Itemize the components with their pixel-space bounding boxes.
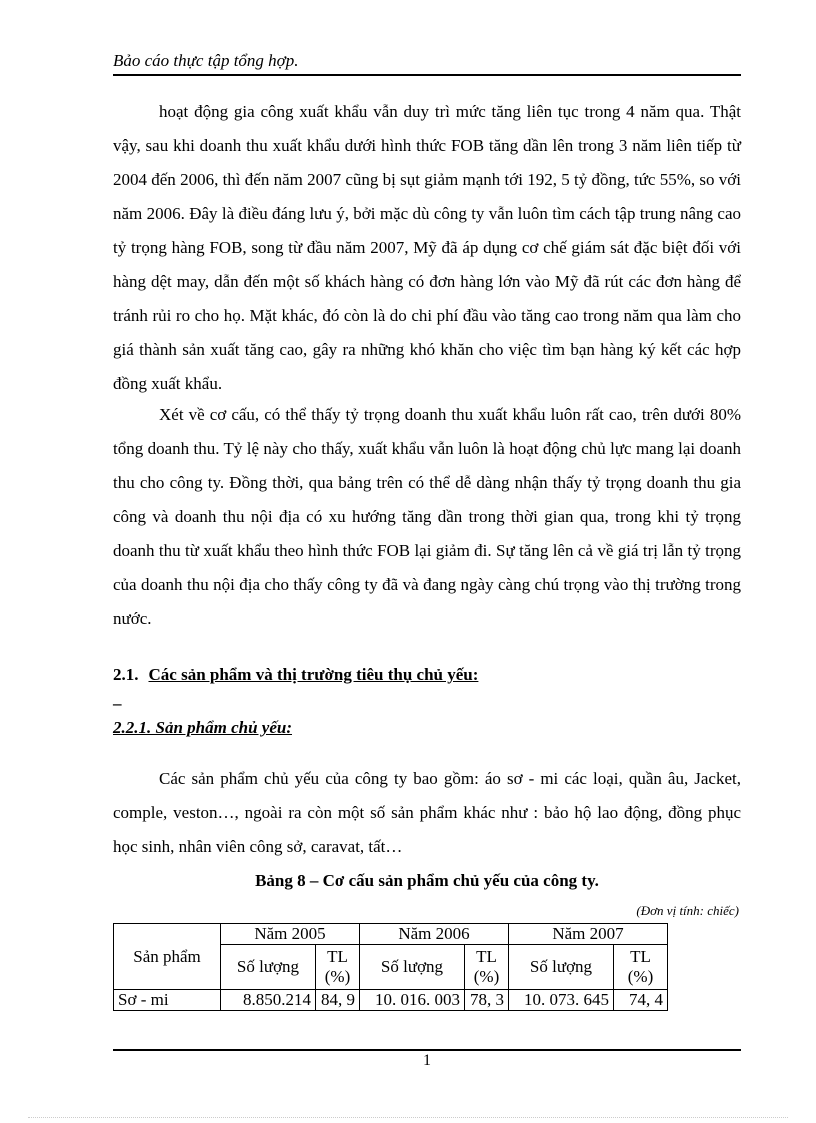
cell-tl-2005: 84, 9	[316, 990, 360, 1011]
cell-qty-2007: 10. 073. 645	[509, 990, 614, 1011]
header-product: Sản phẩm	[114, 924, 221, 990]
section-heading-2-1	[113, 665, 478, 685]
cell-tl-2006: 78, 3	[465, 990, 509, 1011]
cell-tl-2007: 74, 4	[614, 990, 668, 1011]
header-year-2007: Năm 2007	[509, 924, 668, 945]
header-tl-2005: TL (%)	[316, 945, 360, 990]
paragraph-3-text: Các sản phẩm chủ yếu của công ty bao gồm: áo sơ - mi các loại, quần âu, Jacket, comple, veston…, ngoài ra còn một số sản phẩm khác như : bảo hộ lao động, đồng phục học sinh, nhân viên công sở, caravat, tất…	[113, 769, 741, 856]
page-bottom-divider	[28, 1117, 788, 1118]
section-number: 2.1.	[113, 665, 139, 684]
dash-mark: –	[113, 694, 122, 713]
table-row	[114, 990, 668, 1011]
header-qty-2006: Số lượng	[360, 945, 465, 990]
paragraph-1	[113, 95, 741, 401]
section-title: Các sản phẩm và thị trường tiêu thụ chủ yếu:	[148, 665, 479, 684]
page-number: 1	[423, 1052, 431, 1069]
header-title: Bảo cáo thực tập tổng hợp.	[113, 51, 299, 70]
header-year-2006: Năm 2006	[360, 924, 509, 945]
table-title: Bảng 8 – Cơ cấu sản phẩm chủ yếu của công ty.	[255, 871, 599, 890]
paragraph-2	[113, 398, 741, 636]
footer-divider	[113, 1049, 741, 1051]
cell-product: Sơ - mi	[114, 990, 221, 1011]
product-structure-table	[113, 923, 668, 1011]
header-tl-2007: TL (%)	[614, 945, 668, 990]
paragraph-1-text: hoạt động gia công xuất khẩu vẫn duy trì mức tăng liên tục trong 4 năm qua. Thật vậy, sau khi doanh thu xuất khẩu dưới hình thức FOB tăng dần lên trong 3 năm liên tiếp từ 2004 đến 2006, thì đến năm 2007 cũng bị sụt giảm mạnh tới 192, 5 tỷ đồng, tức 55%, so với năm 2006. Đây là điều đáng lưu ý, bởi mặc dù công ty vẫn luôn tìm cách tập trung nâng cao tỷ trọng hàng FOB, song từ đầu năm 2007, Mỹ đã áp dụng cơ chế giám sát đặc biệt đối với hàng dệt may, dẫn đến một số khách hàng có đơn hàng lớn vào Mỹ đã rút các đơn hàng để tránh rủi ro cho họ. Mặt khác, đó còn là do chi phí đầu vào tăng cao trong năm qua làm cho giá thành sản xuất tăng cao, gây ra những khó khăn cho việc tìm bạn hàng ký kết các hợp đồng xuất khẩu.	[113, 102, 741, 393]
header-tl-2006: TL (%)	[465, 945, 509, 990]
page-header	[113, 50, 741, 76]
paragraph-3	[113, 762, 741, 864]
header-qty-2007: Số lượng	[509, 945, 614, 990]
header-year-2005: Năm 2005	[221, 924, 360, 945]
paragraph-2-text: Xét về cơ cấu, có thể thấy tỷ trọng doanh thu xuất khẩu luôn rất cao, trên dưới 80% tổng doanh thu. Tỷ lệ này cho thấy, xuất khẩu vẫn luôn là hoạt động chủ lực mang lại doanh thu cho công ty. Đồng thời, qua bảng trên có thể dễ dàng nhận thấy tỷ trọng doanh thu gia công và doanh thu nội địa có xu hướng tăng dần trong thời gian qua, trong khi tỷ trọng doanh thu từ xuất khẩu theo hình thức FOB lại giảm đi. Sự tăng lên cả về giá trị lẫn tỷ trọng của doanh thu nội địa cho thấy công ty đã và đang ngày càng chú trọng vào thị trường trong nước.	[113, 405, 741, 628]
table-unit: (Đơn vị tính: chiếc)	[636, 903, 739, 918]
subsection-heading-2-2-1: 2.2.1. Sản phẩm chủ yếu:	[113, 718, 292, 737]
header-qty-2005: Số lượng	[221, 945, 316, 990]
cell-qty-2005: 8.850.214	[221, 990, 316, 1011]
cell-qty-2006: 10. 016. 003	[360, 990, 465, 1011]
